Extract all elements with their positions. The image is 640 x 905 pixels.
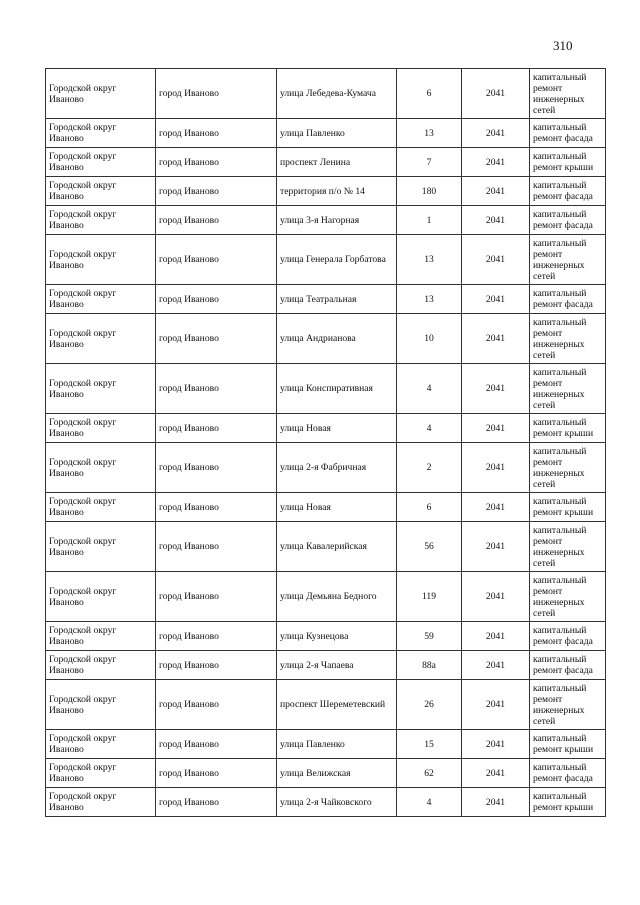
table-row xyxy=(46,235,606,285)
city-cell: город Иваново xyxy=(156,622,277,651)
house-number-cell: 180 xyxy=(397,177,462,206)
table-row xyxy=(46,206,606,235)
city-cell: город Иваново xyxy=(156,69,277,119)
city-cell: город Иваново xyxy=(156,414,277,443)
district-cell: Городской округ Иваново xyxy=(46,119,156,148)
house-number-cell: 6 xyxy=(397,69,462,119)
street-cell: улица Кузнецова xyxy=(277,622,397,651)
work-type-cell: капитальный ремонт инженерных сетей xyxy=(530,314,606,364)
district-cell: Городской округ Иваново xyxy=(46,622,156,651)
work-type-cell: капитальный ремонт инженерных сетей xyxy=(530,522,606,572)
district-cell: Городской округ Иваново xyxy=(46,206,156,235)
street-cell: улица Демьяна Бедного xyxy=(277,572,397,622)
work-type-cell: капитальный ремонт инженерных сетей xyxy=(530,235,606,285)
district-cell: Городской округ Иваново xyxy=(46,285,156,314)
work-type-cell: капитальный ремонт фасада xyxy=(530,759,606,788)
street-cell: улица Генерала Горбатова xyxy=(277,235,397,285)
house-number-cell: 4 xyxy=(397,414,462,443)
street-cell: улица Конспиративная xyxy=(277,364,397,414)
table-row xyxy=(46,414,606,443)
city-cell: город Иваново xyxy=(156,759,277,788)
work-type-cell: капитальный ремонт крыши xyxy=(530,493,606,522)
table-row xyxy=(46,148,606,177)
city-cell: город Иваново xyxy=(156,119,277,148)
work-type-cell: капитальный ремонт крыши xyxy=(530,788,606,817)
house-number-cell: 26 xyxy=(397,680,462,730)
year-cell: 2041 xyxy=(462,235,530,285)
city-cell: город Иваново xyxy=(156,493,277,522)
district-cell: Городской округ Иваново xyxy=(46,572,156,622)
work-type-cell: капитальный ремонт фасада xyxy=(530,177,606,206)
work-type-cell: капитальный ремонт фасада xyxy=(530,622,606,651)
house-number-cell: 7 xyxy=(397,148,462,177)
table-row xyxy=(46,493,606,522)
registry-table xyxy=(45,68,606,817)
city-cell: город Иваново xyxy=(156,285,277,314)
district-cell: Городской округ Иваново xyxy=(46,522,156,572)
table-row xyxy=(46,651,606,680)
city-cell: город Иваново xyxy=(156,572,277,622)
year-cell: 2041 xyxy=(462,680,530,730)
district-cell: Городской округ Иваново xyxy=(46,314,156,364)
year-cell: 2041 xyxy=(462,572,530,622)
work-type-cell: капитальный ремонт инженерных сетей xyxy=(530,364,606,414)
year-cell: 2041 xyxy=(462,443,530,493)
year-cell: 2041 xyxy=(462,759,530,788)
work-type-cell: капитальный ремонт крыши xyxy=(530,414,606,443)
district-cell: Городской округ Иваново xyxy=(46,651,156,680)
house-number-cell: 15 xyxy=(397,730,462,759)
city-cell: город Иваново xyxy=(156,730,277,759)
street-cell: улица 3-я Нагорная xyxy=(277,206,397,235)
work-type-cell: капитальный ремонт крыши xyxy=(530,148,606,177)
district-cell: Городской округ Иваново xyxy=(46,788,156,817)
house-number-cell: 56 xyxy=(397,522,462,572)
street-cell: улица Андрианова xyxy=(277,314,397,364)
house-number-cell: 119 xyxy=(397,572,462,622)
house-number-cell: 13 xyxy=(397,235,462,285)
street-cell: проспект Ленина xyxy=(277,148,397,177)
table-row xyxy=(46,572,606,622)
city-cell: город Иваново xyxy=(156,443,277,493)
table-row xyxy=(46,364,606,414)
house-number-cell: 2 xyxy=(397,443,462,493)
work-type-cell: капитальный ремонт инженерных сетей xyxy=(530,680,606,730)
registry-table-body xyxy=(46,69,606,817)
house-number-cell: 10 xyxy=(397,314,462,364)
table-row xyxy=(46,177,606,206)
street-cell: улица Павленко xyxy=(277,730,397,759)
table-row xyxy=(46,119,606,148)
house-number-cell: 88а xyxy=(397,651,462,680)
street-cell: территория п/о № 14 xyxy=(277,177,397,206)
year-cell: 2041 xyxy=(462,493,530,522)
district-cell: Городской округ Иваново xyxy=(46,364,156,414)
street-cell: улица 2-я Чайковского xyxy=(277,788,397,817)
work-type-cell: капитальный ремонт инженерных сетей xyxy=(530,69,606,119)
house-number-cell: 1 xyxy=(397,206,462,235)
table-row xyxy=(46,285,606,314)
work-type-cell: капитальный ремонт крыши xyxy=(530,730,606,759)
street-cell: улица Лебедева-Кумача xyxy=(277,69,397,119)
table-row xyxy=(46,788,606,817)
table-row xyxy=(46,759,606,788)
city-cell: город Иваново xyxy=(156,522,277,572)
district-cell: Городской округ Иваново xyxy=(46,69,156,119)
work-type-cell: капитальный ремонт инженерных сетей xyxy=(530,443,606,493)
street-cell: улица 2-я Фабричная xyxy=(277,443,397,493)
house-number-cell: 62 xyxy=(397,759,462,788)
district-cell: Городской округ Иваново xyxy=(46,493,156,522)
district-cell: Городской округ Иваново xyxy=(46,680,156,730)
table-row xyxy=(46,69,606,119)
city-cell: город Иваново xyxy=(156,680,277,730)
district-cell: Городской округ Иваново xyxy=(46,443,156,493)
street-cell: улица Кавалерийская xyxy=(277,522,397,572)
year-cell: 2041 xyxy=(462,730,530,759)
table-row xyxy=(46,314,606,364)
street-cell: улица Новая xyxy=(277,493,397,522)
district-cell: Городской округ Иваново xyxy=(46,148,156,177)
district-cell: Городской округ Иваново xyxy=(46,235,156,285)
house-number-cell: 59 xyxy=(397,622,462,651)
district-cell: Городской округ Иваново xyxy=(46,730,156,759)
table-row xyxy=(46,443,606,493)
page-number: 310 xyxy=(553,38,573,53)
city-cell: город Иваново xyxy=(156,364,277,414)
year-cell: 2041 xyxy=(462,285,530,314)
house-number-cell: 4 xyxy=(397,788,462,817)
work-type-cell: капитальный ремонт фасада xyxy=(530,285,606,314)
year-cell: 2041 xyxy=(462,651,530,680)
city-cell: город Иваново xyxy=(156,206,277,235)
year-cell: 2041 xyxy=(462,314,530,364)
year-cell: 2041 xyxy=(462,177,530,206)
house-number-cell: 6 xyxy=(397,493,462,522)
work-type-cell: капитальный ремонт фасада xyxy=(530,119,606,148)
city-cell: город Иваново xyxy=(156,314,277,364)
city-cell: город Иваново xyxy=(156,651,277,680)
year-cell: 2041 xyxy=(462,69,530,119)
year-cell: 2041 xyxy=(462,148,530,177)
district-cell: Городской округ Иваново xyxy=(46,414,156,443)
district-cell: Городской округ Иваново xyxy=(46,177,156,206)
city-cell: город Иваново xyxy=(156,235,277,285)
house-number-cell: 4 xyxy=(397,364,462,414)
house-number-cell: 13 xyxy=(397,285,462,314)
table-row xyxy=(46,680,606,730)
year-cell: 2041 xyxy=(462,206,530,235)
work-type-cell: капитальный ремонт фасада xyxy=(530,206,606,235)
work-type-cell: капитальный ремонт инженерных сетей xyxy=(530,572,606,622)
year-cell: 2041 xyxy=(462,119,530,148)
year-cell: 2041 xyxy=(462,622,530,651)
table-row xyxy=(46,730,606,759)
street-cell: улица Велижская xyxy=(277,759,397,788)
year-cell: 2041 xyxy=(462,788,530,817)
district-cell: Городской округ Иваново xyxy=(46,759,156,788)
city-cell: город Иваново xyxy=(156,148,277,177)
city-cell: город Иваново xyxy=(156,788,277,817)
table-row xyxy=(46,622,606,651)
street-cell: улица Павленко xyxy=(277,119,397,148)
city-cell: город Иваново xyxy=(156,177,277,206)
house-number-cell: 13 xyxy=(397,119,462,148)
table-row xyxy=(46,522,606,572)
street-cell: улица 2-я Чапаева xyxy=(277,651,397,680)
street-cell: проспект Шереметевский xyxy=(277,680,397,730)
year-cell: 2041 xyxy=(462,522,530,572)
year-cell: 2041 xyxy=(462,364,530,414)
year-cell: 2041 xyxy=(462,414,530,443)
street-cell: улица Новая xyxy=(277,414,397,443)
street-cell: улица Театральная xyxy=(277,285,397,314)
work-type-cell: капитальный ремонт фасада xyxy=(530,651,606,680)
